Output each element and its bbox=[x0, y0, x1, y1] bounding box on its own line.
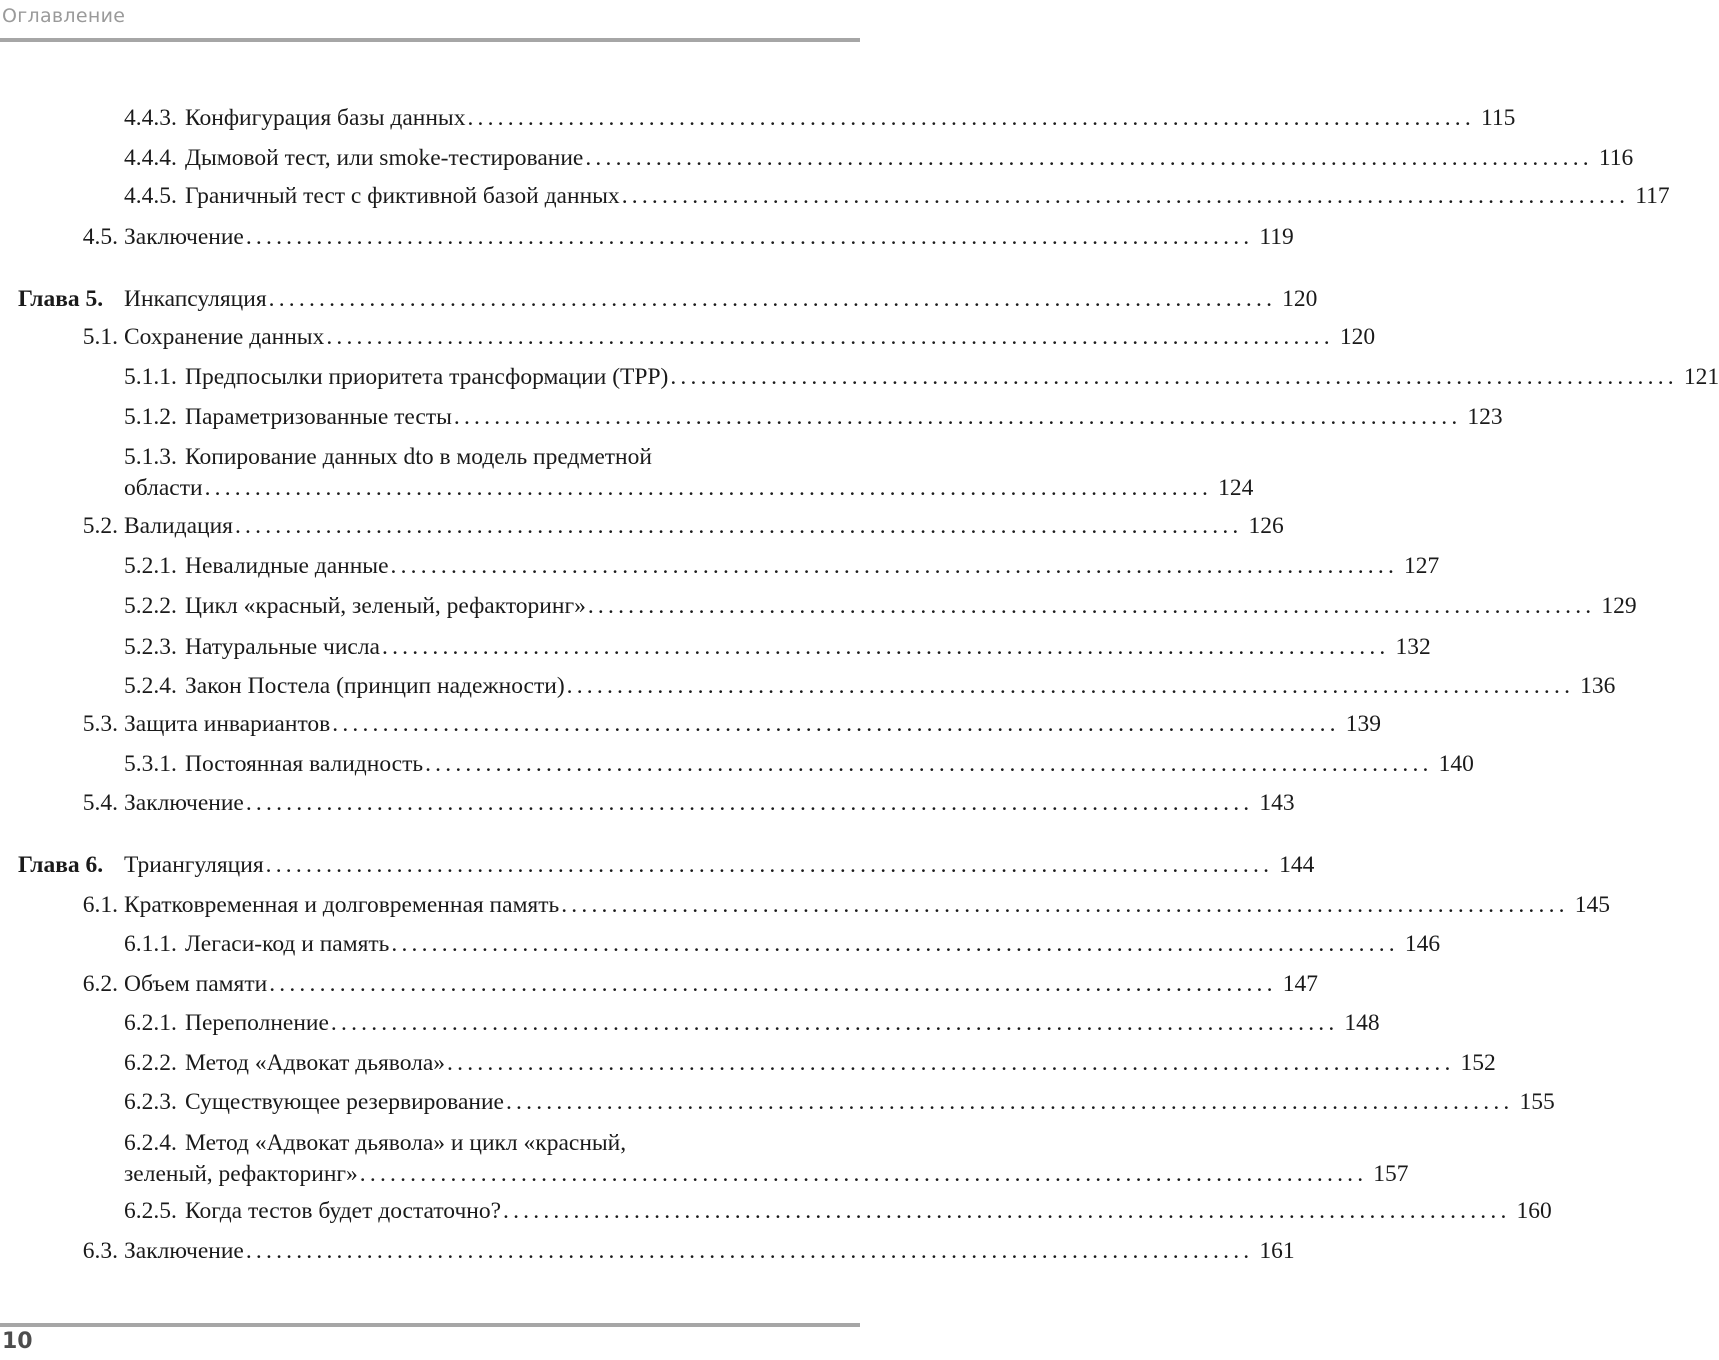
section-number: 4.5. bbox=[82, 224, 118, 250]
toc-entry-line bbox=[0, 749, 1474, 780]
toc-entry bbox=[0, 511, 1284, 542]
toc-entry-line bbox=[0, 181, 1670, 212]
toc-entry-line bbox=[0, 788, 1295, 819]
chapter-label: Глава 5. bbox=[18, 286, 104, 312]
dot-leader: .................................................................................................... bbox=[359, 1161, 1368, 1187]
toc-entry bbox=[0, 1128, 1409, 1190]
dot-leader: .................................................................................................... bbox=[268, 286, 1277, 312]
entry-title: Метод «Адвокат дьявола» bbox=[185, 1050, 446, 1076]
section-number: 6.2.4. bbox=[124, 1130, 177, 1156]
section-number: 6.3. bbox=[82, 1238, 118, 1264]
page-reference: 160 bbox=[1516, 1198, 1552, 1224]
toc-entry-line bbox=[0, 442, 862, 473]
entry-title: Натуральные числа bbox=[185, 634, 380, 660]
entry-title: Сохранение данных bbox=[124, 324, 325, 350]
toc-entry-line bbox=[0, 1128, 862, 1159]
page-reference: 127 bbox=[1404, 553, 1440, 579]
section-number: 5.1.1. bbox=[124, 364, 177, 390]
page-reference: 139 bbox=[1345, 711, 1381, 737]
page-reference: 115 bbox=[1480, 105, 1516, 131]
entry-title: Инкапсуляция bbox=[124, 286, 267, 312]
section-number: 5.1. bbox=[82, 324, 118, 350]
page-reference: 124 bbox=[1218, 475, 1254, 501]
page-reference: 147 bbox=[1282, 971, 1318, 997]
page-reference: 146 bbox=[1404, 931, 1441, 957]
page-reference: 144 bbox=[1279, 852, 1315, 878]
toc-entry-continuation bbox=[0, 1159, 1409, 1190]
footer-rule bbox=[0, 1323, 860, 1327]
toc-entry bbox=[0, 322, 1376, 353]
toc-entry bbox=[0, 850, 1315, 881]
entry-title: Объем памяти bbox=[124, 971, 268, 997]
page-reference: 121 bbox=[1683, 364, 1719, 390]
entry-title: Граничный тест с фиктивной базой данных bbox=[185, 183, 620, 209]
page-reference: 145 bbox=[1574, 892, 1610, 918]
dot-leader: .................................................................................................... bbox=[561, 892, 1569, 918]
toc-entry-line bbox=[0, 551, 1440, 582]
toc-entry-line bbox=[0, 402, 1503, 433]
entry-title: Кратковременная и долговременная память bbox=[124, 892, 560, 918]
entry-title: Заключение bbox=[124, 790, 244, 816]
toc-entry bbox=[0, 632, 1431, 663]
dot-leader: .................................................................................................... bbox=[453, 404, 1462, 430]
toc-entry bbox=[0, 442, 1254, 504]
toc-entry bbox=[0, 103, 1516, 134]
page-reference: 132 bbox=[1395, 634, 1431, 660]
section-number: 6.1.1. bbox=[124, 931, 177, 957]
page-reference: 140 bbox=[1438, 751, 1474, 777]
toc-entry-line bbox=[0, 222, 1294, 253]
toc-entry-continuation bbox=[0, 473, 1254, 504]
section-number: 6.1. bbox=[82, 892, 118, 918]
toc-entry bbox=[0, 1008, 1380, 1039]
page-reference: 120 bbox=[1339, 324, 1376, 350]
toc-entry-line bbox=[0, 1196, 1552, 1227]
page-reference: 155 bbox=[1519, 1089, 1555, 1115]
dot-leader: .................................................................................................... bbox=[467, 105, 1475, 131]
toc-entry bbox=[0, 1236, 1295, 1267]
toc-entry bbox=[0, 362, 1719, 393]
entry-title: Копирование данных dto в модель предметной bbox=[185, 444, 652, 470]
dot-leader: .................................................................................................... bbox=[425, 751, 1433, 777]
dot-leader: .................................................................................................... bbox=[670, 364, 1678, 390]
toc-entry bbox=[0, 929, 1441, 960]
dot-leader: .................................................................................................... bbox=[330, 1010, 1339, 1036]
dot-leader: .................................................................................................... bbox=[204, 475, 1213, 501]
toc-entry bbox=[0, 181, 1670, 212]
entry-title: Метод «Адвокат дьявола» и цикл «красный, bbox=[185, 1130, 627, 1156]
entry-title: Существующее резервирование bbox=[185, 1089, 504, 1115]
entry-title: Невалидные данные bbox=[185, 553, 389, 579]
dot-leader: .................................................................................................... bbox=[382, 634, 1390, 660]
section-number: 5.2.4. bbox=[124, 673, 177, 699]
entry-title: области bbox=[124, 475, 203, 501]
page-reference: 120 bbox=[1282, 286, 1318, 312]
toc-entry bbox=[0, 1087, 1555, 1118]
toc-entry-line bbox=[0, 1236, 1295, 1267]
dot-leader: .................................................................................................... bbox=[503, 1198, 1511, 1224]
dot-leader: .................................................................................................... bbox=[587, 593, 1596, 619]
page-reference: 117 bbox=[1635, 183, 1670, 209]
entry-title: Дымовой тест, или smoke-тестирование bbox=[185, 145, 584, 171]
toc-entry bbox=[0, 890, 1610, 921]
entry-title: зеленый, рефакторинг» bbox=[124, 1161, 358, 1187]
page-reference: 136 bbox=[1580, 673, 1616, 699]
toc-entry bbox=[0, 1048, 1496, 1079]
entry-title: Триангуляция bbox=[124, 852, 264, 878]
dot-leader: .................................................................................................... bbox=[234, 513, 1243, 539]
section-number: 5.4. bbox=[82, 790, 118, 816]
toc-entry bbox=[0, 551, 1440, 582]
entry-title: Легаси-код и память bbox=[185, 931, 390, 957]
section-number: 6.2.2. bbox=[124, 1050, 177, 1076]
entry-title: Закон Постела (принцип надежности) bbox=[185, 673, 565, 699]
entry-title: Предпосылки приоритета трансформации (TPP) bbox=[185, 364, 669, 390]
dot-leader: .................................................................................................... bbox=[245, 224, 1254, 250]
page-reference: 157 bbox=[1373, 1161, 1409, 1187]
section-number: 6.2.1. bbox=[124, 1010, 177, 1036]
section-number: 5.2.3. bbox=[124, 634, 177, 660]
dot-leader: .................................................................................................... bbox=[265, 852, 1274, 878]
toc-entry-line bbox=[0, 1048, 1496, 1079]
section-number: 5.2. bbox=[82, 513, 118, 539]
section-number: 6.2. bbox=[82, 971, 118, 997]
toc-entry bbox=[0, 1196, 1552, 1227]
toc-entry-line bbox=[0, 671, 1616, 702]
section-number: 5.2.1. bbox=[124, 553, 177, 579]
toc-entry-line bbox=[0, 890, 1610, 921]
page-reference: 129 bbox=[1601, 593, 1637, 619]
dot-leader: .................................................................................................... bbox=[326, 324, 1334, 350]
toc-entry-line bbox=[0, 143, 1634, 174]
chapter-label: Глава 6. bbox=[18, 852, 104, 878]
entry-title: Переполнение bbox=[185, 1010, 329, 1036]
section-number: 5.3. bbox=[82, 711, 118, 737]
page-number: 10 bbox=[2, 1329, 33, 1354]
toc-entry-line bbox=[0, 591, 1637, 622]
toc-entry bbox=[0, 222, 1294, 253]
toc-entry bbox=[0, 143, 1634, 174]
dot-leader: .................................................................................................... bbox=[585, 145, 1593, 171]
toc-entry-line bbox=[0, 850, 1315, 881]
page-reference: 148 bbox=[1344, 1010, 1380, 1036]
dot-leader: .................................................................................................... bbox=[269, 971, 1277, 997]
toc-entry bbox=[0, 402, 1503, 433]
section-number: 4.4.4. bbox=[124, 145, 177, 171]
page-reference: 152 bbox=[1460, 1050, 1496, 1076]
toc-entry-line bbox=[0, 709, 1381, 740]
dot-leader: .................................................................................................... bbox=[505, 1089, 1514, 1115]
toc-entry bbox=[0, 591, 1637, 622]
entry-title: Заключение bbox=[124, 1238, 244, 1264]
page-reference: 143 bbox=[1259, 790, 1295, 816]
section-number: 4.4.3. bbox=[124, 105, 177, 131]
toc-entry bbox=[0, 788, 1295, 819]
toc-entry-line bbox=[0, 969, 1318, 1000]
entry-title: Защита инвариантов bbox=[124, 711, 331, 737]
dot-leader: .................................................................................................... bbox=[245, 790, 1254, 816]
dot-leader: .................................................................................................... bbox=[621, 183, 1630, 209]
toc-entry-line bbox=[0, 322, 1376, 353]
toc-entry-line bbox=[0, 103, 1516, 134]
page-reference: 119 bbox=[1259, 224, 1294, 250]
entry-title: Валидация bbox=[124, 513, 233, 539]
toc-entry-line bbox=[0, 1087, 1555, 1118]
dot-leader: .................................................................................................... bbox=[391, 931, 1399, 957]
running-header: Оглавление bbox=[2, 5, 126, 27]
section-number: 6.2.5. bbox=[124, 1198, 177, 1224]
dot-leader: .................................................................................................... bbox=[332, 711, 1340, 737]
page-reference: 116 bbox=[1598, 145, 1634, 171]
page-reference: 126 bbox=[1248, 513, 1284, 539]
entry-title: Когда тестов будет достаточно? bbox=[185, 1198, 502, 1224]
section-number: 5.3.1. bbox=[124, 751, 177, 777]
toc-entry bbox=[0, 284, 1318, 315]
entry-title: Параметризованные тесты bbox=[185, 404, 452, 430]
toc-entry-line bbox=[0, 511, 1284, 542]
toc-entry-line bbox=[0, 929, 1441, 960]
toc-entry-line bbox=[0, 632, 1431, 663]
dot-leader: .................................................................................................... bbox=[566, 673, 1575, 699]
entry-title: Постоянная валидность bbox=[185, 751, 424, 777]
entry-title: Заключение bbox=[124, 224, 244, 250]
page-reference: 161 bbox=[1259, 1238, 1295, 1264]
toc-entry bbox=[0, 671, 1616, 702]
toc-entry bbox=[0, 709, 1381, 740]
page-reference: 123 bbox=[1467, 404, 1503, 430]
toc-entry bbox=[0, 969, 1318, 1000]
toc-entry bbox=[0, 749, 1474, 780]
section-number: 5.2.2. bbox=[124, 593, 177, 619]
dot-leader: .................................................................................................... bbox=[447, 1050, 1455, 1076]
section-number: 6.2.3. bbox=[124, 1089, 177, 1115]
toc-entry-line bbox=[0, 284, 1318, 315]
section-number: 4.4.5. bbox=[124, 183, 177, 209]
toc-entry-line bbox=[0, 1008, 1380, 1039]
entry-title: Цикл «красный, зеленый, рефакторинг» bbox=[185, 593, 586, 619]
entry-title: Конфигурация базы данных bbox=[185, 105, 466, 131]
toc-entry-line bbox=[0, 362, 1719, 393]
section-number: 5.1.2. bbox=[124, 404, 177, 430]
dot-leader: .................................................................................................... bbox=[245, 1238, 1254, 1264]
dot-leader: .................................................................................................... bbox=[390, 553, 1399, 579]
section-number: 5.1.3. bbox=[124, 444, 177, 470]
